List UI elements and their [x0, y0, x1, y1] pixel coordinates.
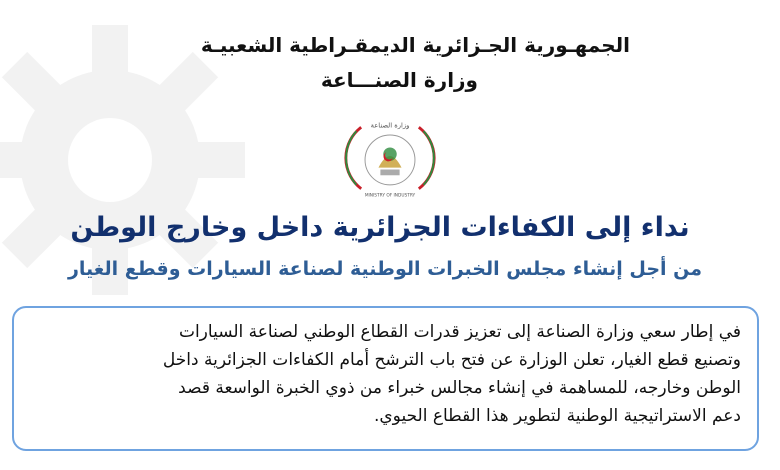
announcement-line-2: وتصنيع قطع الغيار، تعلن الوزارة عن فتح باب الترشح أمام الكفاءات الجزائرية داخل	[162, 350, 741, 370]
call-subtitle: من أجل إنشاء مجلس الخبرات الوطنية لصناعة السيارات وقطع الغيار	[67, 258, 703, 280]
announcement-line-4: دعم الاستراتيجية الوطنية لتطوير هذا القطاع الحيوي.	[373, 406, 741, 426]
announcement-box	[12, 306, 759, 451]
announcement-line-1: في إطار سعي وزارة الصناعة إلى تعزيز قدرات القطاع الوطني لصناعة السيارات	[178, 322, 741, 342]
call-title: نداء إلى الكفاءات الجزائرية داخل وخارج الوطن	[70, 212, 690, 243]
emblem-top-text: وزارة الصناعة	[370, 121, 410, 130]
announcement-line-3: الوطن وخارجه، للمساهمة في إنشاء مجالس خبراء من ذوي الخبرة الواسعة قصد	[178, 378, 741, 398]
ministry-emblem-icon	[342, 110, 438, 206]
emblem-bottom-text: MINISTRY OF INDUSTRY	[364, 193, 416, 199]
republic-name: الجمهـورية الجـزائرية الديمقـراطية الشعبيـة	[200, 33, 630, 57]
ministry-name: وزارة الصنـــاعة	[320, 68, 478, 92]
